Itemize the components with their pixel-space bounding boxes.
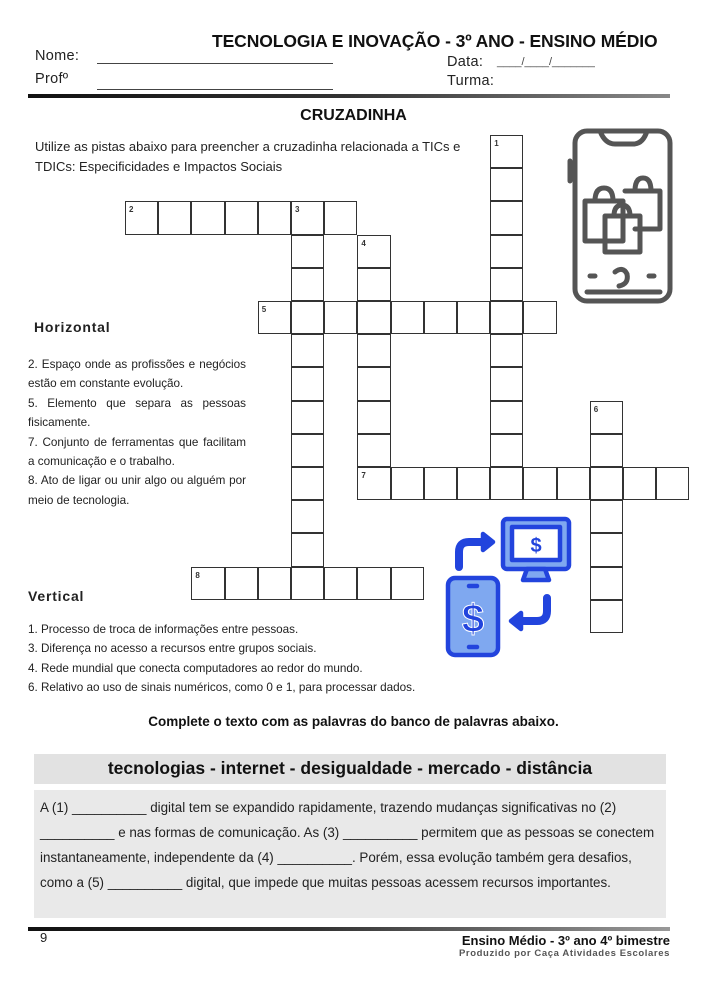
crossword-cell[interactable]	[590, 533, 623, 566]
crossword-cell[interactable]	[125, 201, 158, 234]
date-blank[interactable]: ____/____/_______	[497, 56, 595, 68]
smartphone-shopping-bags-icon	[565, 126, 675, 306]
crossword-cell[interactable]	[357, 401, 390, 434]
svg-text:$: $	[530, 535, 542, 557]
crossword-cell[interactable]	[656, 467, 689, 500]
crossword-cell[interactable]	[490, 301, 523, 334]
crossword-cell[interactable]	[258, 201, 291, 234]
crossword-intro: Utilize as pistas abaixo para preencher a cruzadinha relacionada a TICs e TDICs: Especificidades e Impactos Sociais	[35, 139, 461, 174]
vertical-clue: 1. Processo de troca de informações entre pessoas.	[28, 623, 299, 636]
vertical-heading: Vertical	[28, 588, 85, 604]
crossword-cell[interactable]	[291, 434, 324, 467]
fill-paragraph: A (1) __________ digital tem se expandido rapidamente, trazendo mudanças significativas no (2) __________ e nas formas de comunicação. As (3) __________ permitem que as pessoas se conectem instantaneamente, independente da (4) __________. Porém, essa evolução também gera desafios, como a (5) __________ digital, que impede que muitas pessoas acessem recursos importantes.	[34, 790, 666, 918]
crossword-cell[interactable]	[357, 367, 390, 400]
crossword-cell[interactable]	[424, 301, 457, 334]
crossword-cell[interactable]	[490, 334, 523, 367]
crossword-cell[interactable]	[357, 268, 390, 301]
crossword-cell[interactable]	[357, 434, 390, 467]
crossword-cell[interactable]	[557, 467, 590, 500]
crossword-cell[interactable]	[291, 367, 324, 400]
word-bank: tecnologias - internet - desigualdade - mercado - distância	[34, 754, 666, 784]
date-label: Data:	[447, 54, 484, 70]
clue-number: 1	[494, 139, 499, 148]
vertical-clues	[28, 620, 508, 698]
crossword-cell[interactable]	[225, 567, 258, 600]
crossword-cell[interactable]	[590, 600, 623, 633]
horizontal-clue: 8. Ato de ligar ou unir algo ou alguém por meio de tecnologia.	[28, 474, 246, 507]
horizontal-clue: 2. Espaço onde as profissões e negócios estão em constante evolução.	[28, 358, 246, 391]
horizontal-clue: 5. Elemento que separa as pessoas fisicamente.	[28, 396, 246, 430]
crossword-cell[interactable]	[490, 235, 523, 268]
crossword-cell[interactable]	[490, 135, 523, 168]
crossword-cell[interactable]	[324, 301, 357, 334]
crossword-cell[interactable]	[291, 301, 324, 334]
crossword-title: CRUZADINHA	[300, 107, 407, 124]
crossword-cell[interactable]	[291, 500, 324, 533]
crossword-cell[interactable]	[490, 467, 523, 500]
crossword-cell[interactable]	[191, 567, 224, 600]
clue-number: 8	[195, 570, 200, 580]
crossword-cell[interactable]	[424, 467, 457, 500]
crossword-cell[interactable]	[258, 567, 291, 600]
vertical-clue: 6. Relativo ao uso de sinais numéricos, como 0 e 1, para processar dados.	[28, 681, 416, 695]
crossword-cell[interactable]	[391, 301, 424, 334]
svg-text:$: $	[461, 597, 485, 641]
crossword-cell[interactable]	[590, 467, 623, 500]
crossword-cell[interactable]	[225, 201, 258, 234]
class-label: Turma:	[447, 73, 495, 89]
vertical-clue: 4. Rede mundial que conecta computadores ao redor do mundo.	[28, 661, 363, 675]
footer-divider	[28, 927, 670, 931]
crossword-cell[interactable]	[291, 268, 324, 301]
horizontal-clues	[28, 355, 246, 510]
vertical-clue: 3. Diferença no acesso a recursos entre grupos sociais.	[28, 642, 317, 656]
crossword-cell[interactable]	[324, 201, 357, 234]
name-line[interactable]	[97, 63, 333, 64]
crossword-cell[interactable]	[357, 467, 390, 500]
page-number: 9	[40, 930, 48, 945]
crossword-cell[interactable]	[291, 235, 324, 268]
crossword-cell[interactable]	[523, 467, 556, 500]
crossword-cell[interactable]	[357, 567, 390, 600]
crossword-cell[interactable]	[490, 367, 523, 400]
crossword-cell[interactable]	[291, 467, 324, 500]
teacher-label: Profº	[35, 71, 69, 87]
teacher-line[interactable]	[97, 89, 333, 90]
crossword-cell[interactable]	[490, 434, 523, 467]
crossword-cell[interactable]	[324, 567, 357, 600]
crossword-cell[interactable]	[490, 401, 523, 434]
crossword-cell[interactable]	[590, 500, 623, 533]
crossword-cell[interactable]	[457, 467, 490, 500]
worksheet-title: TECNOLOGIA E INOVAÇÃO - 3º ANO - ENSINO MÉDIO	[212, 31, 658, 51]
crossword-cell[interactable]	[291, 567, 324, 600]
clue-number: 5	[261, 305, 267, 314]
clue-number: 3	[295, 205, 300, 215]
crossword-cell[interactable]	[590, 567, 623, 600]
crossword-cell[interactable]	[391, 567, 424, 600]
fill-instruction: Complete o texto com as palavras do banco de palavras abaixo.	[148, 714, 559, 729]
crossword-cell[interactable]	[291, 201, 324, 234]
crossword-cell[interactable]	[291, 334, 324, 367]
crossword-cell[interactable]	[490, 268, 523, 301]
crossword-cell[interactable]	[391, 467, 424, 500]
crossword-cell[interactable]	[490, 201, 523, 234]
crossword-cell[interactable]	[590, 401, 623, 434]
clue-number: 7	[361, 471, 366, 480]
crossword-cell[interactable]	[357, 301, 390, 334]
name-label: Nome:	[35, 48, 80, 64]
crossword-cell[interactable]	[357, 334, 390, 367]
crossword-cell[interactable]	[158, 201, 191, 234]
horizontal-clue: 7. Conjunto de ferramentas que facilitam a comunicação e o trabalho.	[28, 435, 246, 469]
clue-number: 6	[593, 404, 599, 414]
crossword-cell[interactable]	[457, 301, 490, 334]
crossword-cell[interactable]	[623, 467, 656, 500]
money-transfer-icon	[443, 514, 589, 658]
clue-number: 4	[361, 238, 366, 248]
crossword-cell[interactable]	[191, 201, 224, 234]
header-divider	[28, 94, 670, 98]
horizontal-heading: Horizontal	[34, 319, 111, 335]
footer-level: Ensino Médio - 3º ano 4º bimestre	[461, 933, 670, 948]
crossword-cell[interactable]	[357, 235, 390, 268]
footer-credit: Produzido por Caça Atividades Escolares	[459, 948, 670, 959]
crossword-cell[interactable]	[523, 301, 556, 334]
crossword-cell[interactable]	[258, 301, 291, 334]
crossword-cell[interactable]	[291, 401, 324, 434]
crossword-cell[interactable]	[490, 168, 523, 201]
clue-number: 2	[129, 205, 134, 215]
crossword-cell[interactable]	[590, 434, 623, 467]
crossword-cell[interactable]	[291, 533, 324, 566]
